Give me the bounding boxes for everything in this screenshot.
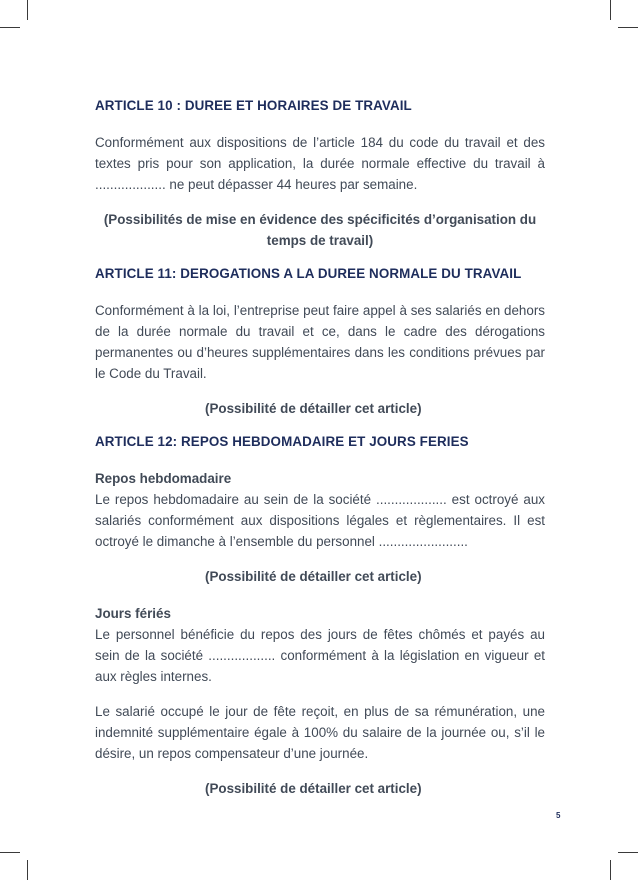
feries-note: (Possibilité de détailler cet article) [205,781,422,796]
crop-mark [610,860,611,880]
crop-mark [618,27,638,28]
crop-mark [0,27,20,28]
article-10-title: ARTICLE 10 : DUREE ET HORAIRES DE TRAVAIL [95,98,412,113]
article-10-body: Conformément aux dispositions de l’article 184 du code du travail et des textes pris pour son application, la durée normale effective du travail à ................... ne peut dépasser 44 heures par semaine. [95,135,545,192]
repos-note: (Possibilité de détailler cet article) [205,569,422,584]
document-page [95,96,545,799]
crop-mark [610,0,611,20]
article-11-body: Conformément à la loi, l’entreprise peut faire appel à ses salariés en dehors de la durée normale du travail et ce, dans le cadre des dérogations permanentes ou d’heures supplémentaires dans les conditions prévues par le Code du Travail. [95,303,545,381]
article-12-title: ARTICLE 12: REPOS HEBDOMADAIRE ET JOURS FERIES [95,434,469,449]
article-11-note: (Possibilité de détailler cet article) [205,401,422,416]
repos-heading: Repos hebdomadaire [95,471,232,486]
repos-body: Le repos hebdomadaire au sein de la société ................... est octroyé aux salariés conformément aux dispositions légales et règlementaires. Il est octroyé le dimanche à l’ensemble du personnel ........................ [95,492,545,549]
crop-mark [0,852,20,853]
page-number: 5 [556,811,561,820]
article-10-note: (Possibilités de mise en évidence des spécificités d’organisation du temps de travail) [103,212,537,248]
crop-mark [27,860,28,880]
crop-mark [618,852,638,853]
feries-body-2: Le salarié occupé le jour de fête reçoit, en plus de sa rémunération, une indemnité supplémentaire égale à 100% du salaire de la journée ou, s’il le désire, un repos compensateur d’une journée. [95,704,545,761]
feries-body: Le personnel bénéficie du repos des jours de fêtes chômés et payés au sein de la société .................. conformément à la législation en vigueur et aux règles internes. [95,627,545,684]
feries-heading: Jours fériés [95,606,171,621]
crop-mark [27,0,28,20]
article-11-title: ARTICLE 11: DEROGATIONS A LA DUREE NORMALE DU TRAVAIL [95,266,522,281]
